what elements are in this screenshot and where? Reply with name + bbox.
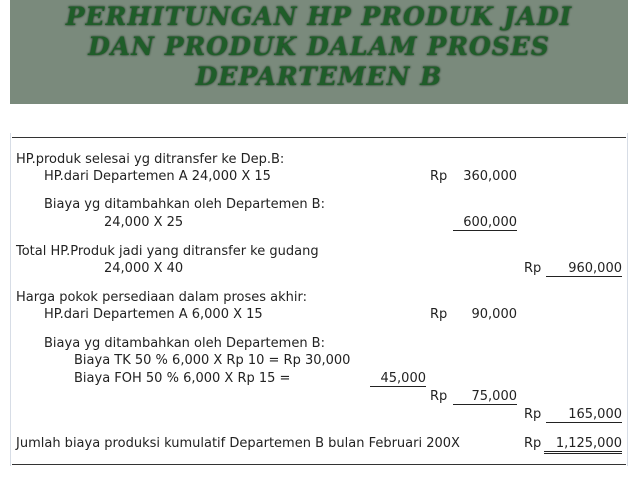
line-biaya-foh: Biaya FOH 50 % 6,000 X Rp 15 = xyxy=(74,371,291,386)
line-24000-x-25: 24,000 X 25 xyxy=(104,215,184,230)
rp-label: Rp xyxy=(430,169,448,184)
amount-960000: 960,000 xyxy=(546,261,622,277)
rp-label: Rp xyxy=(524,261,542,276)
rp-label: Rp xyxy=(430,389,448,404)
rp-label: Rp xyxy=(430,307,448,322)
title-line-1: PERHITUNGAN HP PRODUK JADI xyxy=(65,2,573,31)
amount-75000: 75,000 xyxy=(453,389,517,405)
slide-header xyxy=(0,0,638,133)
bottom-rule xyxy=(12,464,626,465)
amount-165000: 165,000 xyxy=(546,407,622,423)
amount-600000: 600,000 xyxy=(453,215,517,231)
amount-45000: 45,000 xyxy=(370,371,426,387)
line-biaya-ditambahkan: Biaya yg ditambahkan oleh Departemen B: xyxy=(44,197,325,212)
line-total-hp-produk-jadi: Total HP.Produk jadi yang ditransfer ke gudang xyxy=(16,244,319,259)
line-hp-produk-selesai: HP.produk selesai yg ditransfer ke Dep.B: xyxy=(16,152,285,167)
panel-left-border xyxy=(10,133,11,466)
panel-right-border xyxy=(627,133,628,466)
rp-label: Rp xyxy=(524,407,542,422)
line-24000-x-40: 24,000 X 40 xyxy=(104,261,184,276)
line-harga-pokok-persediaan: Harga pokok persediaan dalam proses akhir: xyxy=(16,290,308,305)
line-biaya-tk: Biaya TK 50 % 6,000 X Rp 10 = Rp 30,000 xyxy=(74,353,351,368)
line-jumlah-biaya-produksi: Jumlah biaya produksi kumulatif Departemen B bulan Februari 200X xyxy=(16,436,460,451)
amount-1125000: 1,125,000 xyxy=(544,436,622,454)
line-biaya-ditambahkan-2: Biaya yg ditambahkan oleh Departemen B: xyxy=(44,336,325,351)
line-hp-dep-a: HP.dari Departemen A 24,000 X 15 xyxy=(44,169,271,184)
line-hp-dep-a-6000: HP.dari Departemen A 6,000 X 15 xyxy=(44,307,263,322)
amount-90000: 90,000 xyxy=(471,307,517,322)
rp-label: Rp xyxy=(524,436,542,451)
amount-360000: 360,000 xyxy=(463,169,517,184)
title-line-2: DAN PRODUK DALAM PROSES xyxy=(88,32,550,61)
title-line-3: DEPARTEMEN B xyxy=(195,62,443,91)
slide-title xyxy=(10,2,628,92)
